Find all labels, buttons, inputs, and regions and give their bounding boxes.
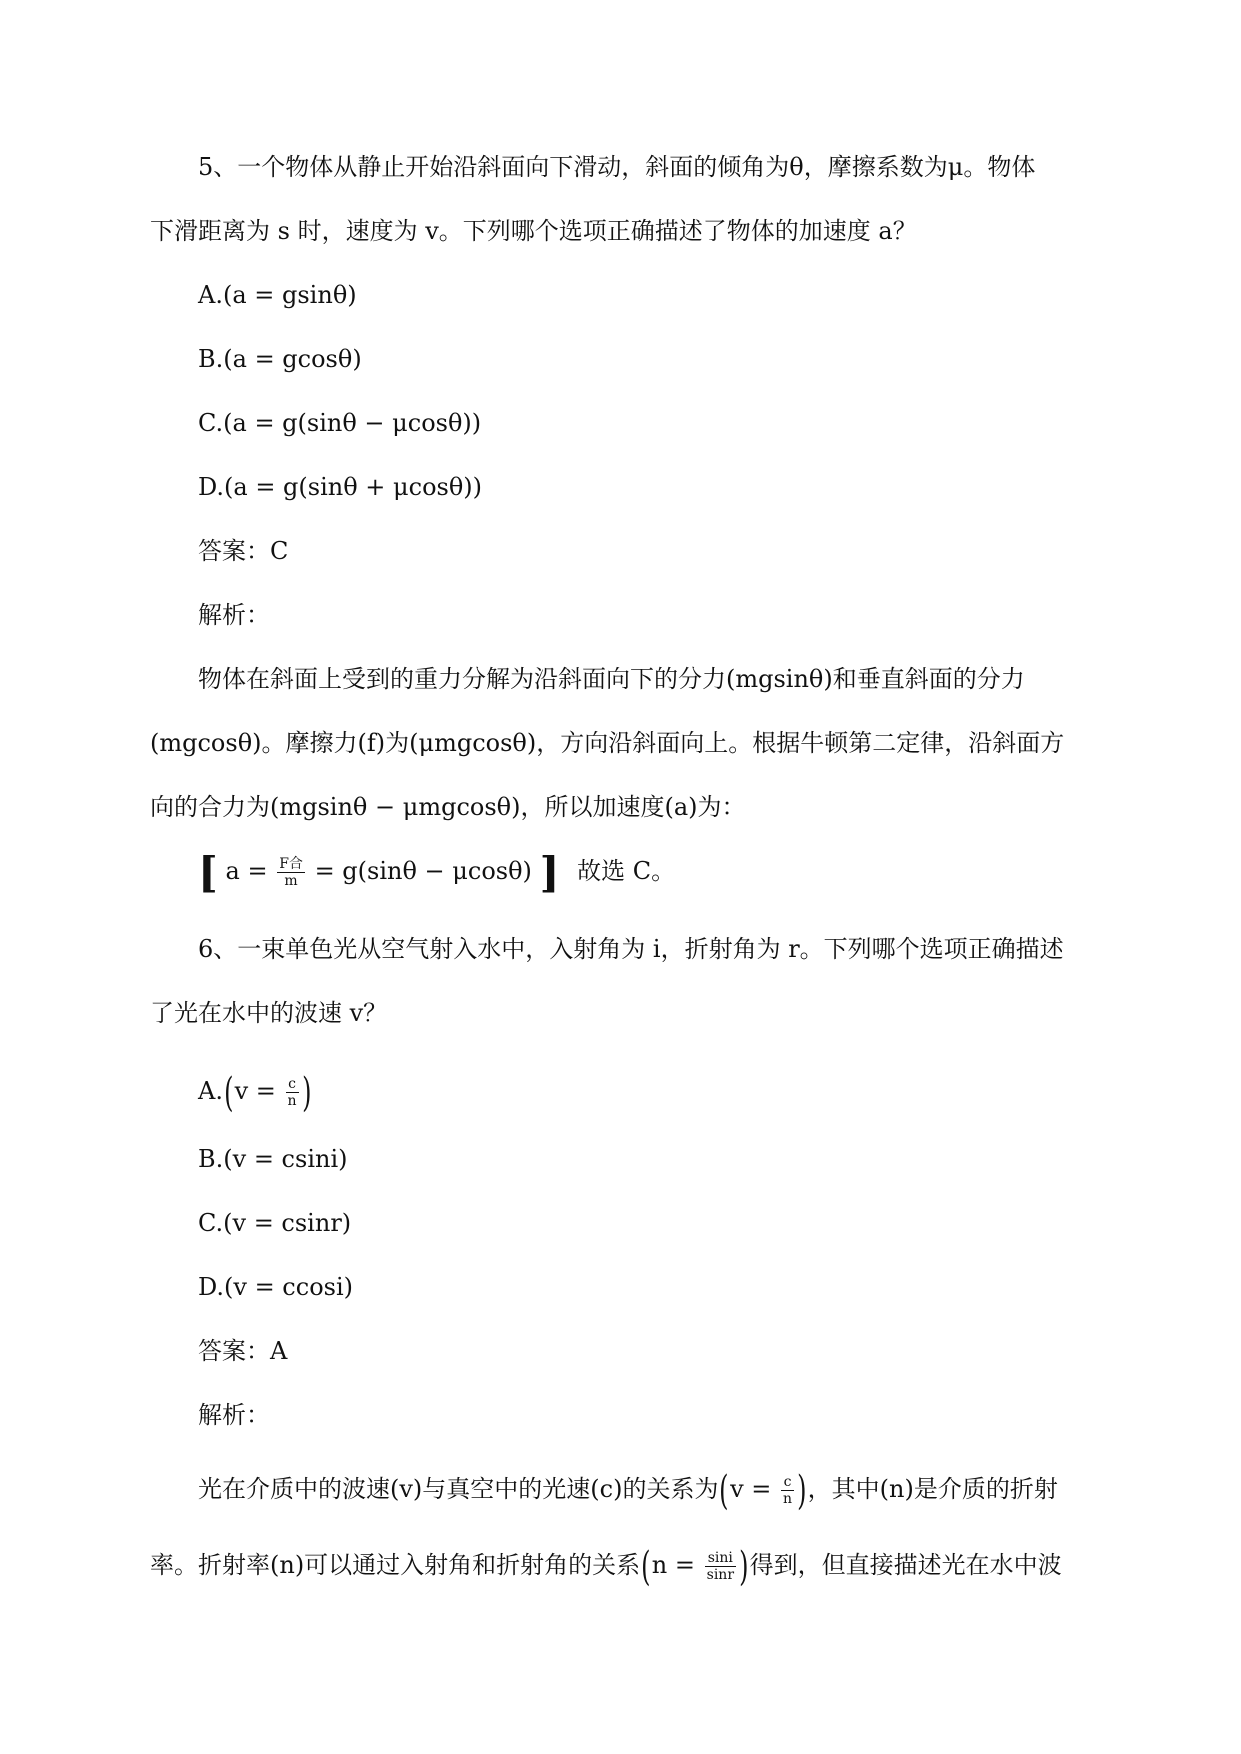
- left-paren: (: [719, 1467, 729, 1514]
- q5-stem-line1: 5、一个物体从静止开始沿斜面向下滑动，斜面的倾角为θ，摩擦系数为μ。物体: [198, 153, 1036, 181]
- q5-analysis-line1: 物体在斜面上受到的重力分解为沿斜面向下的分力(mgsinθ)和垂直斜面的分力: [198, 665, 1025, 693]
- right-bracket: ]: [539, 847, 560, 897]
- analysis-fraction: [781, 1474, 794, 1507]
- q5-analysis-line2: (mgcosθ)。摩擦力(f)为(μmgcosθ)，方向沿斜面向上。根据牛顿第二定律，沿斜面方: [150, 729, 1065, 757]
- right-paren: ): [301, 1069, 312, 1116]
- q5-analysis-line3: 向的合力为(mgsinθ − μmgcosθ)，所以加速度(a)为：: [150, 793, 746, 821]
- q5-option-b: B.(a = gcosθ): [198, 345, 362, 373]
- left-bracket: [: [198, 847, 218, 897]
- q6-option-d: D.(v = ccosi): [198, 1273, 353, 1301]
- q5-option-c: C.(a = g(sinθ − μcosθ)): [198, 409, 482, 437]
- analysis-text: 光在介质中的波速(v)与真空中的光速(c)的关系为: [198, 1475, 719, 1503]
- option-a-fraction: [286, 1076, 299, 1109]
- q6-option-a: [198, 1069, 312, 1116]
- analysis-text: 率。折射率(n)可以通过入射角和折射角的关系: [150, 1551, 641, 1579]
- fraction-denominator: n: [783, 1491, 793, 1507]
- left-paren: (: [641, 1543, 651, 1590]
- q6-option-c: C.(v = csinr): [198, 1209, 352, 1237]
- formula-left: v =: [730, 1475, 772, 1503]
- fraction-denominator: n: [287, 1093, 297, 1109]
- formula-fraction: [277, 856, 305, 889]
- fraction-denominator: m: [284, 873, 298, 889]
- fraction-numerator: F合: [279, 856, 303, 872]
- q6-option-b: B.(v = csini): [198, 1145, 348, 1173]
- q6-analysis-line1: [198, 1467, 1058, 1514]
- option-a-prefix: A.: [198, 1077, 223, 1105]
- left-paren: (: [224, 1069, 234, 1116]
- q5-analysis-label: 解析：: [198, 601, 270, 629]
- q6-analysis-line2: [150, 1543, 1062, 1590]
- right-paren: ): [797, 1467, 807, 1514]
- q6-analysis-label: 解析：: [198, 1401, 270, 1429]
- q5-option-a: A.(a = gsinθ): [198, 281, 357, 309]
- formula-left: n =: [651, 1551, 695, 1579]
- q5-formula: [198, 847, 676, 897]
- option-a-left: v =: [234, 1077, 276, 1105]
- q6-answer: 答案：A: [198, 1337, 288, 1365]
- formula-left: a =: [225, 857, 268, 885]
- fraction-denominator: sinr: [706, 1567, 735, 1583]
- fraction-numerator: c: [781, 1474, 794, 1491]
- fraction-numerator: c: [286, 1076, 299, 1093]
- q5-answer: 答案：C: [198, 537, 289, 565]
- analysis-fraction: [705, 1550, 736, 1583]
- document-page: [150, 0, 1090, 1754]
- fraction-numerator: sini: [705, 1550, 736, 1567]
- analysis-text: ，其中(n)是介质的折射: [807, 1475, 1058, 1503]
- q5-option-d: D.(a = g(sinθ + μcosθ)): [198, 473, 483, 501]
- right-paren: ): [739, 1543, 749, 1590]
- formula-tail: 故选 C。: [577, 857, 676, 885]
- q5-stem-line2: 下滑距离为 s 时，速度为 v。下列哪个选项正确描述了物体的加速度 a？: [150, 217, 917, 245]
- formula-right: = g(sinθ − μcosθ): [314, 857, 532, 885]
- analysis-text: 得到，但直接描述光在水中波: [749, 1551, 1062, 1579]
- q6-stem-line1: 6、一束单色光从空气射入水中，入射角为 i，折射角为 r。下列哪个选项正确描述: [198, 935, 1064, 963]
- q6-stem-line2: 了光在水中的波速 v？: [150, 999, 388, 1027]
